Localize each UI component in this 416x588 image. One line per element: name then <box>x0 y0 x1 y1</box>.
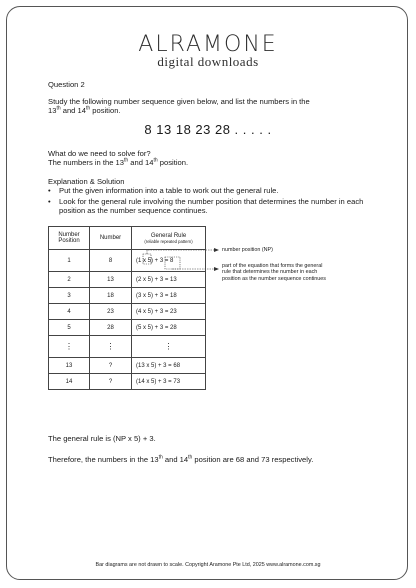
rule-part-arrowhead-icon <box>214 267 219 271</box>
rule-part-dashed-box <box>165 257 180 269</box>
general-rule-statement: The general rule is (NP x 5) + 3. <box>48 434 156 443</box>
np-leader-line <box>147 250 214 254</box>
cell-rule: (2 x 5) + 3 = 13 <box>132 272 206 288</box>
np-arrowhead-icon <box>214 248 219 252</box>
cell-number: 23 <box>90 304 132 320</box>
solve-heading: What do we need to solve for? <box>48 149 151 158</box>
answer-statement: Therefore, the numbers in the 13th and 14th position are 68 and 73 respectively. <box>48 454 314 464</box>
question-title: Question 2 <box>48 80 85 89</box>
cell-rule: (4 x 5) + 3 = 23 <box>132 304 206 320</box>
bullet-item: • Put the given information into a table to work out the general rule. <box>48 186 279 195</box>
cell-position: 3 <box>49 288 90 304</box>
cell-rule: ⋮ <box>132 336 206 358</box>
cell-position: 4 <box>49 304 90 320</box>
header-rule-note: (reliable repeated pattern) <box>144 238 193 244</box>
explanation-heading: Explanation & Solution <box>48 177 125 186</box>
question-prompt-line2: 13th and 14th position. <box>48 105 121 115</box>
question-prompt-line1: Study the following number sequence given below, and list the numbers in the <box>48 97 310 106</box>
cell-rule: (5 x 5) + 3 = 28 <box>132 320 206 336</box>
cell-position: 13 <box>49 358 90 374</box>
cell-number: ? <box>90 374 132 390</box>
number-sequence: 8 13 18 23 28 . . . . . <box>144 122 272 137</box>
brand-name: ALRAMONE <box>138 32 278 57</box>
cell-number: 13 <box>90 272 132 288</box>
cell-position: 2 <box>49 272 90 288</box>
cell-number: ⋮ <box>90 336 132 358</box>
cell-rule: (13 x 5) + 3 = 68 <box>132 358 206 374</box>
cell-number: 28 <box>90 320 132 336</box>
header-rule: General Rule (reliable repeated pattern) <box>132 227 206 250</box>
header-position: Number Position <box>49 227 90 250</box>
cell-rule: (14 x 5) + 3 = 73 <box>132 374 206 390</box>
np-dashed-box <box>143 254 151 264</box>
header-number: Number <box>90 227 132 250</box>
cell-position: ⋮ <box>49 336 90 358</box>
cell-number: ? <box>90 358 132 374</box>
cell-rule: (3 x 5) + 3 = 18 <box>132 288 206 304</box>
annotation-part: part of the equation that forms the general rule that determines the number in each position as the number sequence continues <box>222 263 326 282</box>
cell-position: 1 <box>49 250 90 272</box>
cell-position: 5 <box>49 320 90 336</box>
bullet-item: • Look for the general rule involving the number position that determines the number in each position as the number sequence continues. <box>48 196 364 215</box>
annotation-np: number position (NP) <box>222 247 273 253</box>
cell-rule: (1 x 5) + 3 = 8 <box>132 250 206 272</box>
cell-number: 8 <box>90 250 132 272</box>
footer-copyright: Bar diagrams are not drawn to scale. Copyright Aramone Pte Ltd, 2025 www.alramone.com.sg <box>95 562 321 568</box>
solve-line: The numbers in the 13th and 14th position. <box>48 157 189 167</box>
cell-number: 18 <box>90 288 132 304</box>
cell-position: 14 <box>49 374 90 390</box>
brand-tagline: digital downloads <box>157 54 259 69</box>
